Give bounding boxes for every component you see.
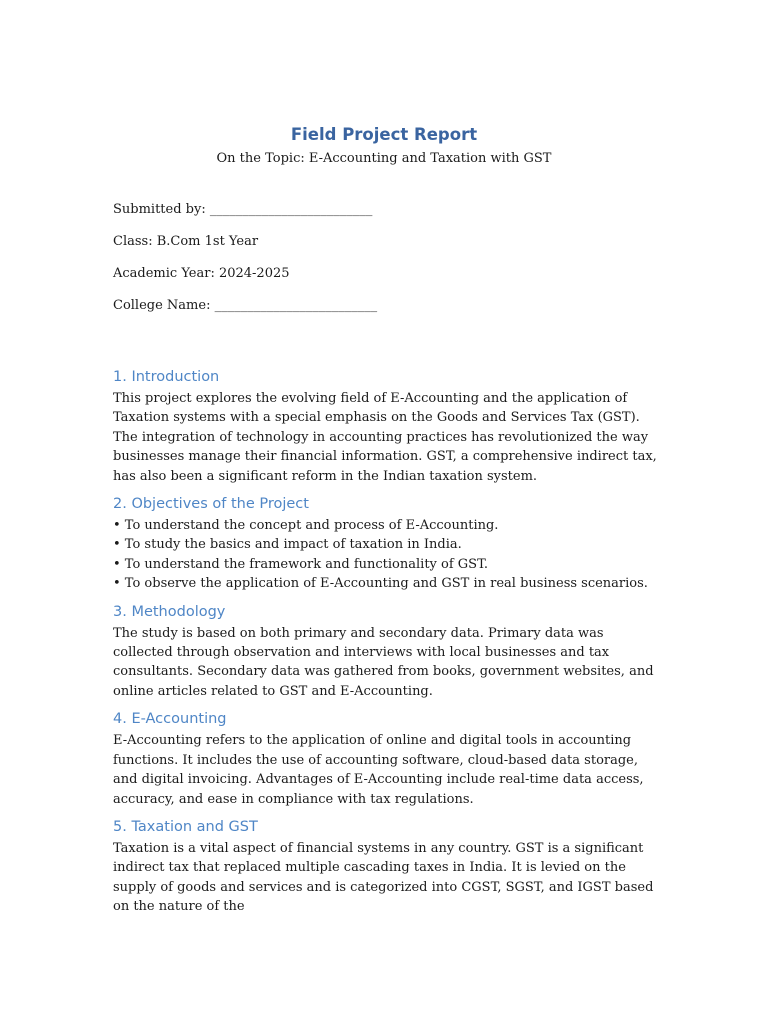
college-name-line: College Name: _________________________ — [113, 298, 378, 313]
academic-year-line: Academic Year: 2024-2025 — [113, 266, 290, 281]
section-heading: 1. Introduction — [113, 369, 220, 385]
document-title: Field Project Report — [290, 125, 478, 144]
objectives-list — [113, 516, 658, 594]
section-methodology — [113, 601, 658, 702]
section-paragraph: E-Accounting refers to the application of online and digital tools in accounting functions. It includes the use of accounting software, cloud-based data storage, and digital invoicing. Advantages of E-Accounting include real-time data access, accuracy, and ease in compliance with tax regulations. — [113, 733, 644, 807]
section-paragraph: Taxation is a vital aspect of financial systems in any country. GST is a significant indirect tax that replaced multiple cascading taxes in India. It is levied on the supply of goods and services and is categorized into CGST, SGST, and IGST based on the nature of the — [113, 840, 654, 915]
section-paragraph: This project explores the evolving field of E-Accounting and the application of Taxation systems with a special emphasis on the Goods and Services Tax (GST). The integration of technology in accounting practices has revolutionized the way businesses manage their financial information. GST, a comprehensive indirect tax, has also been a significant reform in the Indian taxation system. — [113, 391, 657, 484]
document-subtitle: On the Topic: E-Accounting and Taxation with GST — [216, 151, 552, 166]
section-objectives — [113, 493, 658, 594]
submitted-by-line: Submitted by: _________________________ — [113, 202, 373, 217]
class-line: Class: B.Com 1st Year — [113, 234, 259, 249]
report-body — [113, 366, 658, 917]
section-heading: 5. Taxation and GST — [113, 818, 258, 835]
list-item: • To observe the application of E-Accounting and GST in real business scenarios. — [113, 576, 648, 592]
list-item: • To understand the framework and functionality of GST. — [113, 556, 488, 572]
list-item: • To understand the concept and process of E-Accounting. — [113, 518, 499, 534]
section-introduction — [113, 366, 658, 486]
section-heading: 3. Methodology — [113, 603, 226, 620]
section-heading: 2. Objectives of the Project — [113, 496, 309, 513]
list-item: • To study the basics and impact of taxation in India. — [113, 537, 462, 553]
section-paragraph: The study is based on both primary and secondary data. Primary data was collected through observation and interviews with local businesses and tax consultants. Secondary data was gathered from books, government websites, and online articles related to GST and E-Accounting. — [113, 625, 654, 699]
section-heading: 4. E-Accounting — [113, 711, 227, 728]
section-taxation-gst — [113, 816, 658, 917]
section-e-accounting — [113, 708, 658, 809]
